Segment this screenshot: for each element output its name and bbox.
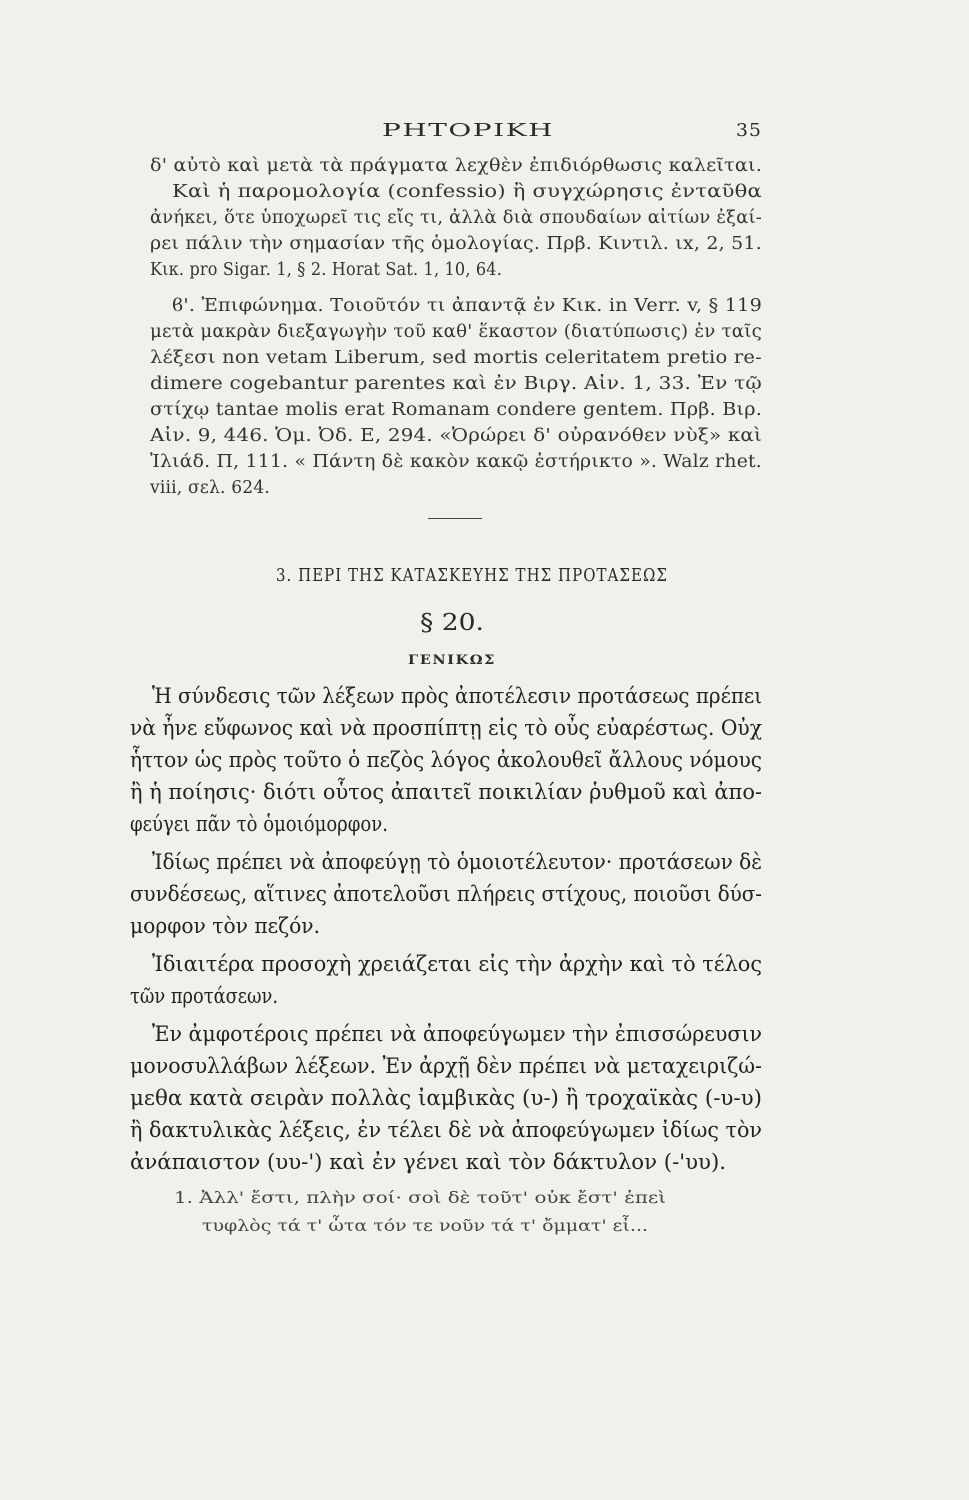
- upper-line: ἀνήκει, ὅτε ὑποχωρεῖ τις εἴς τι, ἀλλὰ διὰ σπουδαίων αἰτίων ἐξαί-: [150, 208, 762, 228]
- section-title: 3. ΠΕΡΙ ΤΗΣ ΚΑΤΑΣΚΕΥΗΣ ΤΗΣ ΠΡΟΤΑΣΕΩΣ: [276, 566, 668, 586]
- section-subheading: ΓΕΝΙΚΩΣ: [408, 653, 496, 668]
- body-line: τῶν προτάσεων.: [130, 984, 278, 1008]
- upper-line: viii, σελ. 624.: [150, 478, 270, 498]
- upper-line: μετὰ μακρὰν διεξαγωγὴν τοῦ καθ' ἕκαστον (διατύπωσις) ἐν ταῖς: [150, 322, 762, 342]
- body-line: ἢ ἡ ποίησις· διότι οὗτος ἀπαιτεῖ ποικιλίαν ῥυθμοῦ καὶ ἀπο-: [130, 780, 762, 804]
- upper-line: λέξεσι non vetam Liberum, sed mortis celeritatem pretio re-: [150, 348, 762, 368]
- upper-line: ϐ'. Ἐπιφώνημα. Τοιοῦτόν τι ἀπαντᾷ ἐν Κικ. in Verr. v, § 119: [172, 296, 762, 316]
- footnote-line: 1. Ἀλλ' ἔστι, πλὴν σοί· σοὶ δὲ τοῦτ' οὐκ ἔστ' ἐπεὶ: [174, 1188, 666, 1207]
- body-line: νὰ ἦνε εὔφωνος καὶ νὰ προσπίπτῃ εἰς τὸ οὖς εὐαρέστως. Οὐχ: [130, 716, 762, 740]
- body-line: ἧττον ὡς πρὸς τοῦτο ὁ πεζὸς λόγος ἀκολουθεῖ ἄλλους νόμους: [130, 748, 762, 772]
- body-line: ἀνάπαιστον (υυ-') καὶ ἐν γένει καὶ τὸν δάκτυλον (-'υυ).: [130, 1150, 726, 1174]
- page-number: 35: [736, 120, 762, 141]
- upper-line: Ἰλιάδ. Π, 111. « Πάντη δὲ κακὸν κακῷ ἐστήρικτο ». Walz rhet.: [150, 452, 762, 472]
- body-line: μεθα κατὰ σειρὰν πολλὰς ἰαμβικὰς (υ-) ἢ τροχαϊκὰς (-υ-υ): [130, 1086, 762, 1110]
- section-divider: [428, 518, 482, 519]
- body-line: μονοσυλλάβων λέξεων. Ἐν ἀρχῇ δὲν πρέπει νὰ μεταχειριζώ-: [130, 1054, 762, 1078]
- paragraph-mark: § 20.: [420, 610, 484, 636]
- running-title: ΡΗΤΟΡΙΚΗ: [382, 120, 554, 141]
- upper-line: Αἰν. 9, 446. Ὁμ. Ὀδ. Ε, 294. «Ὀρώρει δ' οὐρανόθεν νὺξ» καὶ: [150, 426, 762, 446]
- body-line: συνδέσεως, αἵτινες ἀποτελοῦσι πλήρεις στίχους, ποιοῦσι δύσ-: [130, 882, 762, 906]
- upper-line: δ' αὐτὸ καὶ μετὰ τὰ πράγματα λεχθὲν ἐπιδιόρθωσις καλεῖται.: [150, 156, 762, 176]
- footnote-line: τυφλὸς τά τ' ὦτα τόν τε νοῦν τά τ' ὄμματ' εἶ...: [202, 1216, 648, 1235]
- body-line: μορφον τὸν πεζόν.: [130, 914, 320, 938]
- body-line: Ἰδιαιτέρα προσοχὴ χρειάζεται εἰς τὴν ἀρχὴν καὶ τὸ τέλος: [152, 952, 762, 976]
- upper-line: ρει πάλιν τὴν σημασίαν τῆς ὁμολογίας. Πρβ. Κιντιλ. ιx, 2, 51.: [150, 234, 762, 254]
- body-line: ἢ δακτυλικὰς λέξεις, ἐν τέλει δὲ νὰ ἀποφεύγωμεν ἰδίως τὸν: [130, 1118, 762, 1142]
- body-line: Ἡ σύνδεσις τῶν λέξεων πρὸς ἀποτέλεσιν προτάσεως πρέπει: [152, 684, 762, 708]
- upper-line: Κικ. pro Sigar. 1, § 2. Horat Sat. 1, 10, 64.: [150, 260, 502, 280]
- upper-line: Καὶ ἡ παρομολογία (confessio) ἢ συγχώρησις ἐνταῦθα: [172, 182, 762, 202]
- body-line: Ἰδίως πρέπει νὰ ἀποφεύγῃ τὸ ὁμοιοτέλευτον· προτάσεων δὲ: [152, 850, 762, 874]
- body-line: Ἐν ἀμφοτέροις πρέπει νὰ ἀποφεύγωμεν τὴν ἐπισσώρευσιν: [152, 1022, 762, 1046]
- upper-line: dimere cogebantur parentes καὶ ἐν Βιργ. Αἰν. 1, 33. Ἐν τῷ: [150, 374, 762, 394]
- body-line: φεύγει πᾶν τὸ ὁμοιόμορφον.: [130, 812, 388, 836]
- upper-line: στίχῳ tantae molis erat Romanam condere gentem. Πρβ. Βιρ.: [150, 400, 762, 420]
